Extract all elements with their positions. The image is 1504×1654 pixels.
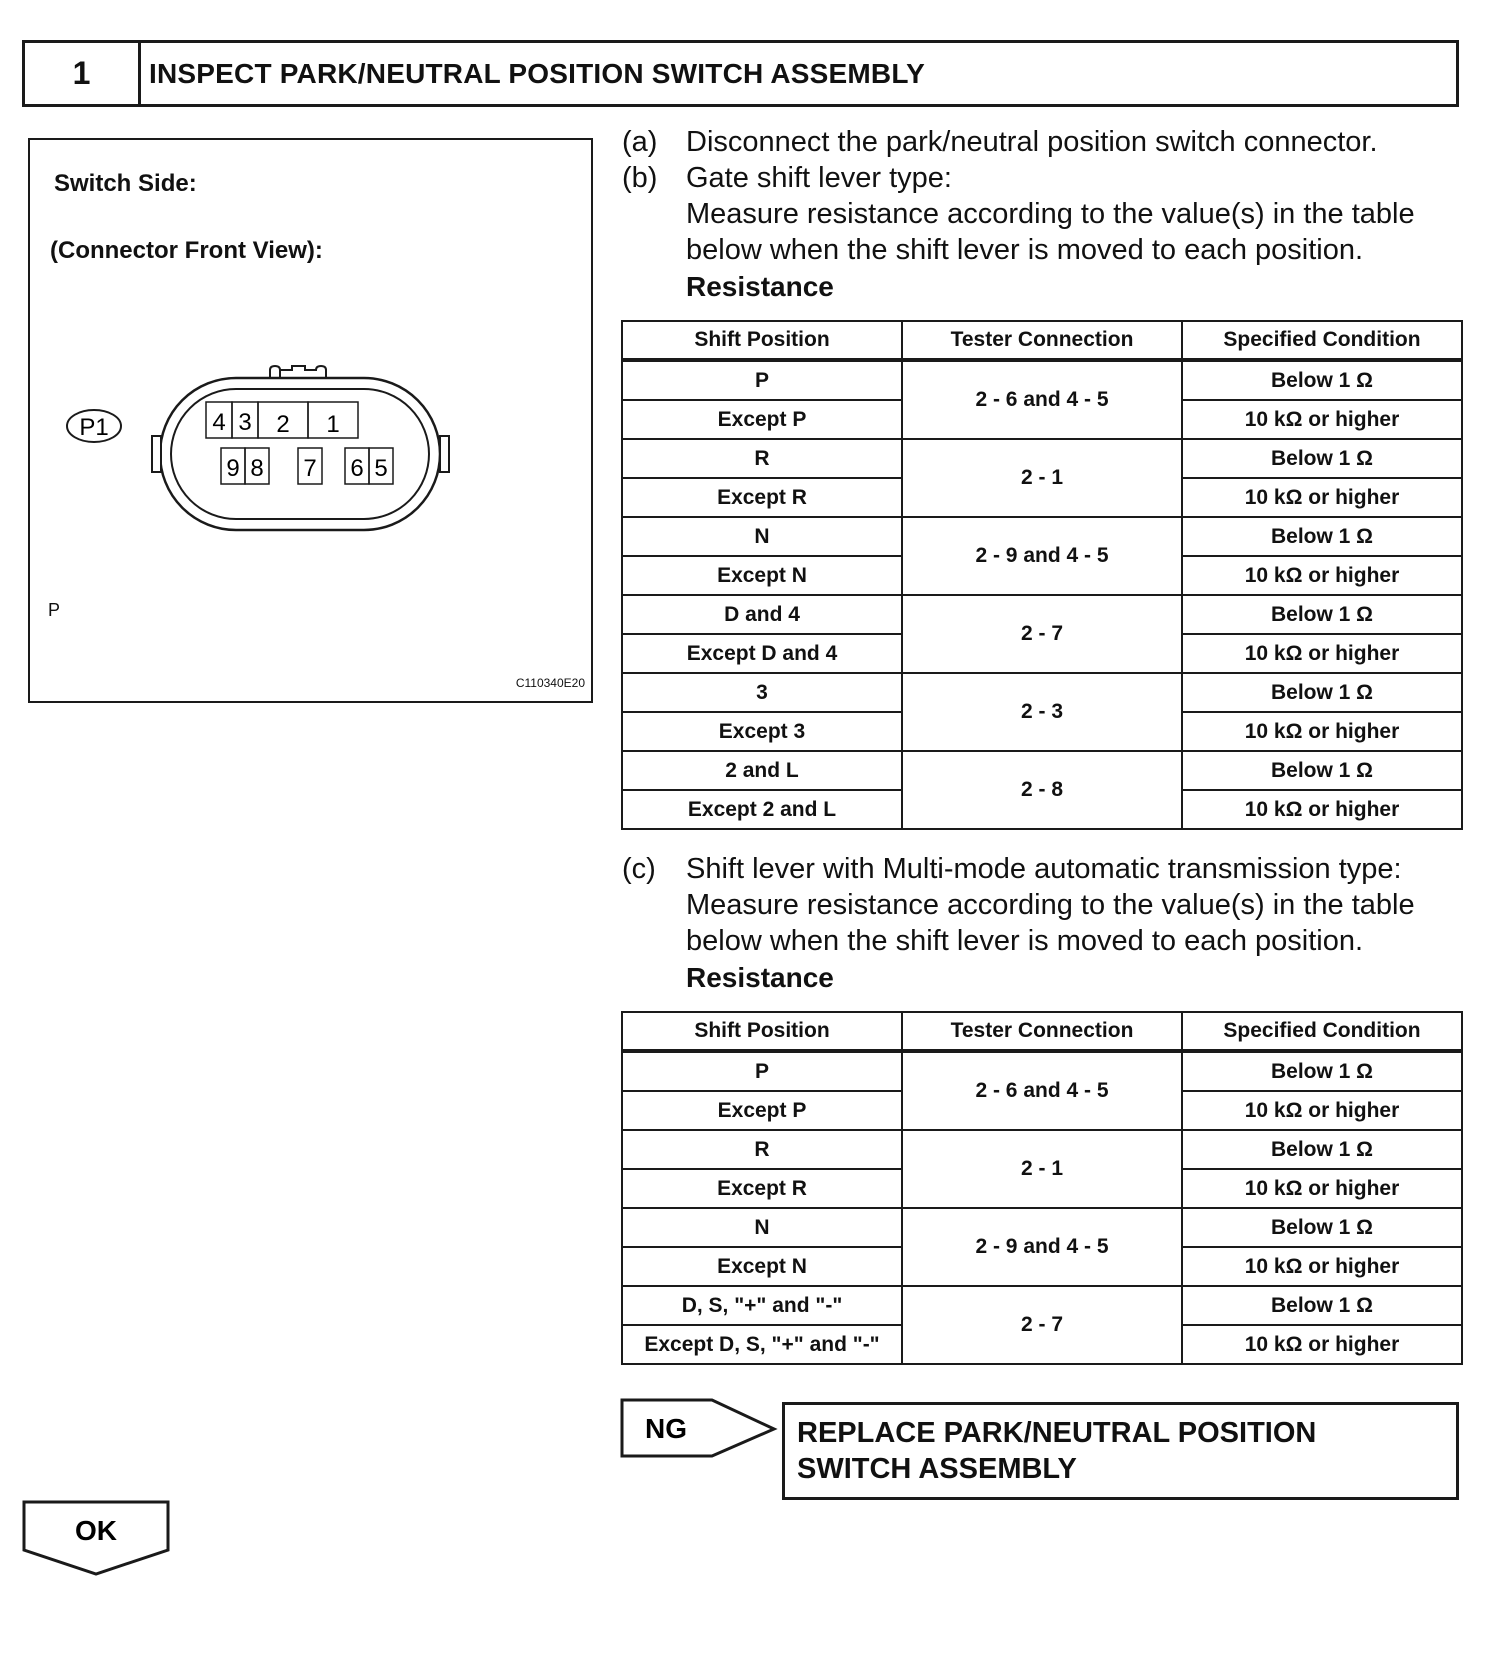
resistance-heading-c: Resistance xyxy=(686,962,834,993)
tester-connection-cell: 2 - 7 xyxy=(902,595,1182,673)
specified-condition-cell: Below 1 Ω xyxy=(1182,517,1462,556)
step-c-line-3: below when the shift lever is moved to each position. xyxy=(686,925,1364,957)
table-row xyxy=(622,1286,1462,1325)
column-header: Tester Connection xyxy=(902,321,1182,360)
step-b-line-3: below when the shift lever is moved to each position. xyxy=(686,234,1364,266)
table-row xyxy=(622,1130,1462,1169)
column-header: Specified Condition xyxy=(1182,321,1462,360)
step-b-line-2: Measure resistance according to the value(s) in the table xyxy=(686,198,1415,230)
tester-connection-cell: 2 - 1 xyxy=(902,439,1182,517)
resistance-heading-b: Resistance xyxy=(686,271,834,302)
specified-condition-cell: Below 1 Ω xyxy=(1182,1130,1462,1169)
figure-code: C110340E20 xyxy=(515,676,585,690)
shift-position-cell: N xyxy=(622,1208,902,1247)
step-c-line-1: Shift lever with Multi-mode automatic transmission type: xyxy=(686,853,1402,885)
table-row xyxy=(622,673,1462,712)
column-header: Tester Connection xyxy=(902,1012,1182,1051)
shift-position-cell: Except P xyxy=(622,400,902,439)
specified-condition-cell: Below 1 Ω xyxy=(1182,1051,1462,1091)
shift-position-cell: Except P xyxy=(622,1091,902,1130)
specified-condition-cell: 10 kΩ or higher xyxy=(1182,712,1462,751)
specified-condition-cell: Below 1 Ω xyxy=(1182,1208,1462,1247)
specified-condition-cell: 10 kΩ or higher xyxy=(1182,556,1462,595)
column-header: Shift Position xyxy=(622,321,902,360)
table-row xyxy=(622,595,1462,634)
specified-condition-cell: 10 kΩ or higher xyxy=(1182,478,1462,517)
shift-position-cell: Except R xyxy=(622,478,902,517)
step-a-label: (a) xyxy=(622,126,658,158)
table-row xyxy=(622,360,1462,400)
shift-position-cell: 3 xyxy=(622,673,902,712)
step-number: 1 xyxy=(25,43,141,104)
connector-figure xyxy=(28,138,593,703)
shift-position-cell: D and 4 xyxy=(622,595,902,634)
resistance-table-b xyxy=(621,320,1463,830)
shift-position-cell: Except N xyxy=(622,556,902,595)
specified-condition-cell: 10 kΩ or higher xyxy=(1182,634,1462,673)
step-b-label: (b) xyxy=(622,162,658,194)
specified-condition-cell: Below 1 Ω xyxy=(1182,1286,1462,1325)
specified-condition-cell: 10 kΩ or higher xyxy=(1182,1325,1462,1364)
ng-label: NG xyxy=(645,1413,687,1444)
shift-position-cell: Except D and 4 xyxy=(622,634,902,673)
specified-condition-cell: Below 1 Ω xyxy=(1182,360,1462,400)
step-c-label: (c) xyxy=(622,853,656,885)
connector-tab-left xyxy=(152,436,161,472)
specified-condition-cell: 10 kΩ or higher xyxy=(1182,790,1462,829)
tester-connection-cell: 2 - 6 and 4 - 5 xyxy=(902,360,1182,439)
connector-housing-outer xyxy=(160,378,440,530)
specified-condition-cell: 10 kΩ or higher xyxy=(1182,400,1462,439)
step-header xyxy=(22,40,1459,107)
specified-condition-cell: Below 1 Ω xyxy=(1182,439,1462,478)
shift-position-cell: Except N xyxy=(622,1247,902,1286)
ng-action-box xyxy=(782,1402,1459,1500)
shift-position-cell: Except 3 xyxy=(622,712,902,751)
shift-position-cell: D, S, "+" and "-" xyxy=(622,1286,902,1325)
connector-diagram xyxy=(30,140,591,701)
specified-condition-cell: Below 1 Ω xyxy=(1182,673,1462,712)
table-row xyxy=(622,517,1462,556)
specified-condition-cell: 10 kΩ or higher xyxy=(1182,1169,1462,1208)
table-row xyxy=(622,439,1462,478)
shift-position-cell: N xyxy=(622,517,902,556)
shift-position-cell: R xyxy=(622,439,902,478)
tester-connection-cell: 2 - 9 and 4 - 5 xyxy=(902,1208,1182,1286)
column-header: Shift Position xyxy=(622,1012,902,1051)
tester-connection-cell: 2 - 6 and 4 - 5 xyxy=(902,1051,1182,1130)
ok-label: OK xyxy=(75,1515,117,1546)
ng-action-line-1: REPLACE PARK/NEUTRAL POSITION xyxy=(797,1417,1317,1449)
pin-number: 1 xyxy=(326,411,340,438)
shift-position-cell: P xyxy=(622,1051,902,1091)
pin-number: 7 xyxy=(303,455,317,482)
shift-position-cell: Except 2 and L xyxy=(622,790,902,829)
switch-side-label: Switch Side: xyxy=(54,170,197,197)
connector-tab-right xyxy=(440,436,449,472)
ok-arrow[interactable] xyxy=(22,1500,172,1580)
pin-number: 5 xyxy=(374,455,388,482)
step-a-text: Disconnect the park/neutral position switch connector. xyxy=(686,126,1378,158)
tester-connection-cell: 2 - 8 xyxy=(902,751,1182,829)
specified-condition-cell: Below 1 Ω xyxy=(1182,751,1462,790)
step-c-line-2: Measure resistance according to the value(s) in the table xyxy=(686,889,1415,921)
shift-position-cell: R xyxy=(622,1130,902,1169)
shift-position-cell: Except D, S, "+" and "-" xyxy=(622,1325,902,1364)
connector-housing-inner xyxy=(171,389,429,519)
table-row xyxy=(622,751,1462,790)
resistance-table-c xyxy=(621,1011,1463,1365)
column-header: Specified Condition xyxy=(1182,1012,1462,1051)
specified-condition-cell: 10 kΩ or higher xyxy=(1182,1091,1462,1130)
step-title: INSPECT PARK/NEUTRAL POSITION SWITCH ASSEMBLY xyxy=(149,57,925,89)
ng-action-line-2: SWITCH ASSEMBLY xyxy=(797,1453,1077,1485)
tester-connection-cell: 2 - 3 xyxy=(902,673,1182,751)
pin-number: 2 xyxy=(276,411,290,438)
connector-id: P1 xyxy=(79,414,109,441)
tester-connection-cell: 2 - 9 and 4 - 5 xyxy=(902,517,1182,595)
shift-position-cell: P xyxy=(622,360,902,400)
shift-position-cell: Except R xyxy=(622,1169,902,1208)
figure-corner-label: P xyxy=(48,600,61,620)
shift-position-cell: 2 and L xyxy=(622,751,902,790)
tester-connection-cell: 2 - 1 xyxy=(902,1130,1182,1208)
pin-number: 8 xyxy=(250,455,264,482)
pin-number: 6 xyxy=(350,455,364,482)
ng-arrow[interactable] xyxy=(620,1398,780,1460)
pin-number: 4 xyxy=(212,409,226,436)
tester-connection-cell: 2 - 7 xyxy=(902,1286,1182,1364)
specified-condition-cell: Below 1 Ω xyxy=(1182,595,1462,634)
connector-view-label: (Connector Front View): xyxy=(50,237,323,264)
specified-condition-cell: 10 kΩ or higher xyxy=(1182,1247,1462,1286)
table-row xyxy=(622,1051,1462,1091)
table-row xyxy=(622,1208,1462,1247)
pin-number: 9 xyxy=(226,455,240,482)
pin-number: 3 xyxy=(238,409,252,436)
step-b-line-1: Gate shift lever type: xyxy=(686,162,952,194)
